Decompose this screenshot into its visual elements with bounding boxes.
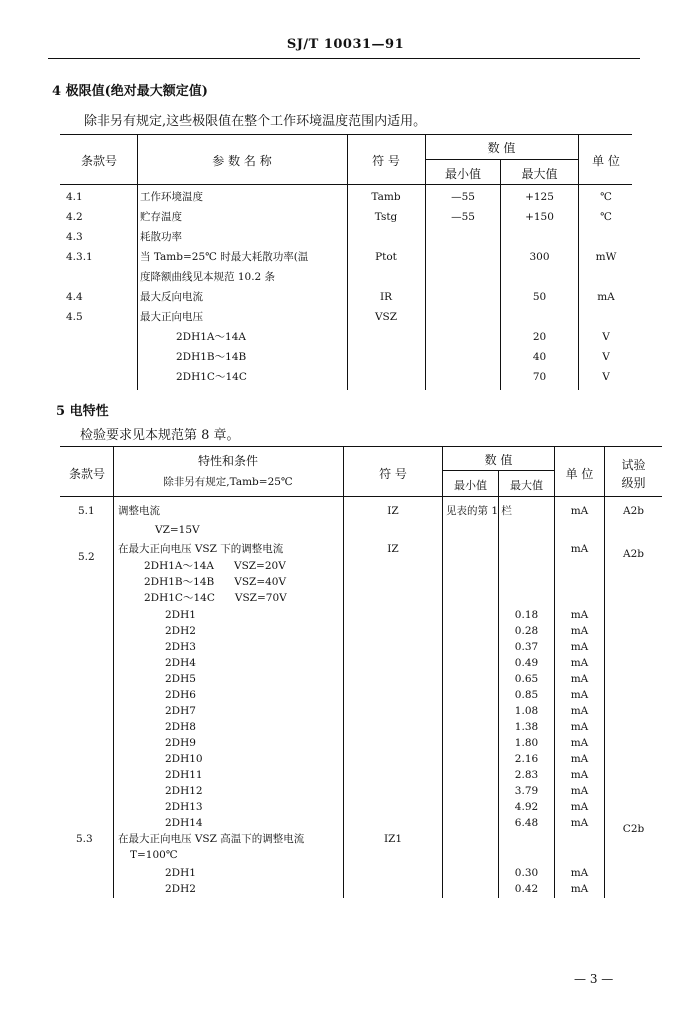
cell-clause: 5.1 (78, 505, 95, 517)
cell-characteristic: 2DH5 (165, 673, 196, 685)
header-test-level-2: 级别 (621, 476, 646, 490)
header-value: 数 值 (484, 453, 513, 467)
header-characteristic: 特性和条件 (197, 454, 258, 468)
cell-parameter: 当 Tamb=25℃ 时最大耗散功率(温 (140, 251, 309, 263)
cell-symbol: VSZ (374, 311, 398, 323)
cell-max: 0.30 (514, 867, 539, 879)
cell-characteristic: 2DH14 (165, 817, 203, 829)
header-value: 数 值 (487, 141, 516, 155)
cell-unit: V (602, 371, 610, 383)
cell-parameter: 2DH1C～14C (176, 371, 247, 383)
cell-symbol: IZ (387, 505, 399, 517)
page-number: — 3 — (574, 972, 614, 986)
cell-parameter: 贮存温度 (140, 211, 182, 223)
cell-unit: mA (570, 641, 589, 653)
cell-unit: mA (570, 721, 589, 733)
cell-unit: mA (570, 689, 589, 701)
cell-max: 0.18 (514, 609, 539, 621)
cell-clause: 4.1 (66, 191, 83, 203)
cell-max: +125 (525, 191, 554, 203)
cell-characteristic: 2DH1A～14A VSZ=20V (144, 560, 286, 572)
cell-characteristic: 2DH9 (165, 737, 196, 749)
cell-unit: mW (595, 251, 617, 263)
cell-unit: mA (570, 609, 589, 621)
header-test-level: 试验 (621, 458, 646, 472)
cell-max: 300 (529, 251, 550, 263)
cell-symbol: Ptot (375, 251, 397, 263)
cell-unit: mA (570, 769, 589, 781)
cell-unit: mA (570, 801, 589, 813)
cell-clause: 4.5 (66, 311, 83, 323)
cell-max: 1.80 (514, 737, 539, 749)
cell-clause: 4.3.1 (66, 251, 93, 263)
header-min: 最小值 (454, 479, 487, 492)
cell-unit: mA (570, 657, 589, 669)
cell-max: 0.85 (514, 689, 539, 701)
cell-parameter: 最大反向电流 (140, 291, 203, 303)
cell-characteristic: 2DH1B～14B VSZ=40V (144, 576, 287, 588)
cell-symbol: IZ1 (383, 833, 403, 845)
cell-characteristic: 在最大正向电压 VSZ 高温下的调整电流 (118, 833, 305, 845)
cell-max: 6.48 (514, 817, 539, 829)
cell-max: 0.49 (514, 657, 539, 669)
cell-parameter: 最大正向电压 (140, 311, 203, 323)
cell-characteristic: 在最大正向电压 VSZ 下的调整电流 (118, 543, 284, 555)
table-border (578, 134, 579, 390)
cell-characteristic: 2DH11 (165, 769, 203, 781)
cell-max: 50 (532, 291, 547, 303)
header-clause: 条款号 (80, 154, 117, 168)
cell-max: 2.16 (514, 753, 539, 765)
cell-max: 2.83 (514, 769, 539, 781)
cell-characteristic: 2DH4 (165, 657, 196, 669)
section4-title: 4 极限值(绝对最大额定值) (52, 84, 208, 99)
cell-characteristic: 2DH7 (165, 705, 196, 717)
cell-characteristic: T=100℃ (130, 849, 178, 861)
cell-unit: mA (570, 817, 589, 829)
cell-unit: mA (570, 753, 589, 765)
cell-characteristic: 2DH8 (165, 721, 196, 733)
section4-intro: 除非另有规定,这些极限值在整个工作环境温度范围内适用。 (84, 114, 427, 129)
cell-max: 0.65 (514, 673, 539, 685)
cell-characteristic: 调整电流 (118, 505, 160, 517)
cell-test-level: C2b (622, 823, 645, 835)
cell-clause: 4.3 (66, 231, 83, 243)
cell-max: 3.79 (514, 785, 539, 797)
section5-intro: 检验要求见本规范第 8 章。 (80, 428, 240, 443)
table-border (137, 134, 138, 390)
header-max: 最大值 (510, 479, 543, 492)
cell-max: 1.38 (514, 721, 539, 733)
cell-characteristic: 2DH1C～14C VSZ=70V (144, 592, 287, 604)
cell-unit: mA (570, 867, 589, 879)
cell-unit: ℃ (600, 191, 612, 203)
cell-characteristic: 2DH1 (165, 867, 196, 879)
cell-characteristic: 2DH6 (165, 689, 196, 701)
cell-unit: mA (570, 883, 589, 895)
cell-unit: mA (570, 737, 589, 749)
table-border (442, 446, 443, 898)
header-symbol: 符 号 (379, 467, 407, 481)
header-clause: 条款号 (68, 467, 105, 481)
cell-symbol: Tstg (374, 211, 398, 223)
header-parameter: 参 数 名 称 (212, 154, 272, 168)
cell-clause: 4.2 (66, 211, 83, 223)
cell-symbol: Tamb (371, 191, 401, 203)
cell-test-level: A2b (623, 505, 644, 517)
cell-max: 40 (532, 351, 547, 363)
cell-parameter: 耗散功率 (140, 231, 182, 243)
cell-max: 1.08 (514, 705, 539, 717)
header-unit: 单 位 (565, 467, 594, 481)
cell-clause: 5.2 (78, 551, 95, 563)
cell-symbol: IZ (387, 543, 399, 555)
cell-characteristic: 2DH12 (165, 785, 203, 797)
cell-unit: mA (570, 505, 589, 517)
cell-min: —55 (451, 191, 475, 203)
cell-max: 4.92 (514, 801, 539, 813)
cell-unit: mA (597, 291, 615, 303)
cell-max: 0.42 (514, 883, 539, 895)
cell-min: 见表的第 1 栏 (446, 505, 512, 517)
cell-max: 70 (532, 371, 547, 383)
table-border (60, 496, 662, 497)
cell-unit: mA (570, 785, 589, 797)
cell-max: +150 (525, 211, 554, 223)
cell-characteristic: 2DH1 (165, 609, 196, 621)
table-border (60, 184, 632, 185)
header-unit: 单 位 (592, 154, 620, 168)
cell-parameter: 度降额曲线见本规范 10.2 条 (140, 271, 276, 283)
cell-characteristic: VZ=15V (155, 524, 200, 536)
header-rule (48, 58, 640, 59)
cell-unit: ℃ (600, 211, 612, 223)
cell-unit: mA (570, 625, 589, 637)
section5-title: 5 电特性 (56, 404, 109, 419)
cell-max: 20 (532, 331, 547, 343)
cell-parameter: 工作环境温度 (140, 191, 203, 203)
cell-test-level: A2b (623, 548, 644, 560)
table-border (60, 134, 632, 135)
cell-symbol: IR (379, 291, 393, 303)
table-border (425, 159, 578, 160)
cell-characteristic: 2DH3 (165, 641, 196, 653)
cell-min: —55 (451, 211, 475, 223)
cell-max: 0.28 (514, 625, 539, 637)
cell-unit: V (602, 331, 610, 343)
cell-clause: 4.4 (66, 291, 83, 303)
cell-parameter: 2DH1B～14B (176, 351, 247, 363)
header-min: 最小值 (444, 167, 481, 181)
cell-unit: V (602, 351, 610, 363)
cell-unit: mA (570, 673, 589, 685)
header-max: 最大值 (521, 167, 558, 181)
cell-clause: 5.3 (76, 833, 93, 845)
header-symbol: 符 号 (372, 154, 400, 168)
cell-characteristic: 2DH10 (165, 753, 203, 765)
cell-parameter: 2DH1A～14A (176, 331, 246, 343)
cell-characteristic: 2DH2 (165, 883, 196, 895)
cell-unit: mA (570, 543, 589, 555)
cell-characteristic: 2DH2 (165, 625, 196, 637)
table-border (113, 446, 114, 898)
header-condition: 除非另有规定,Tamb=25℃ (163, 476, 293, 488)
cell-characteristic: 2DH13 (165, 801, 203, 813)
standard-code-header: SJ/T 10031—91 (286, 37, 405, 52)
cell-max: 0.37 (514, 641, 539, 653)
cell-unit: mA (570, 705, 589, 717)
table-border (60, 446, 662, 447)
